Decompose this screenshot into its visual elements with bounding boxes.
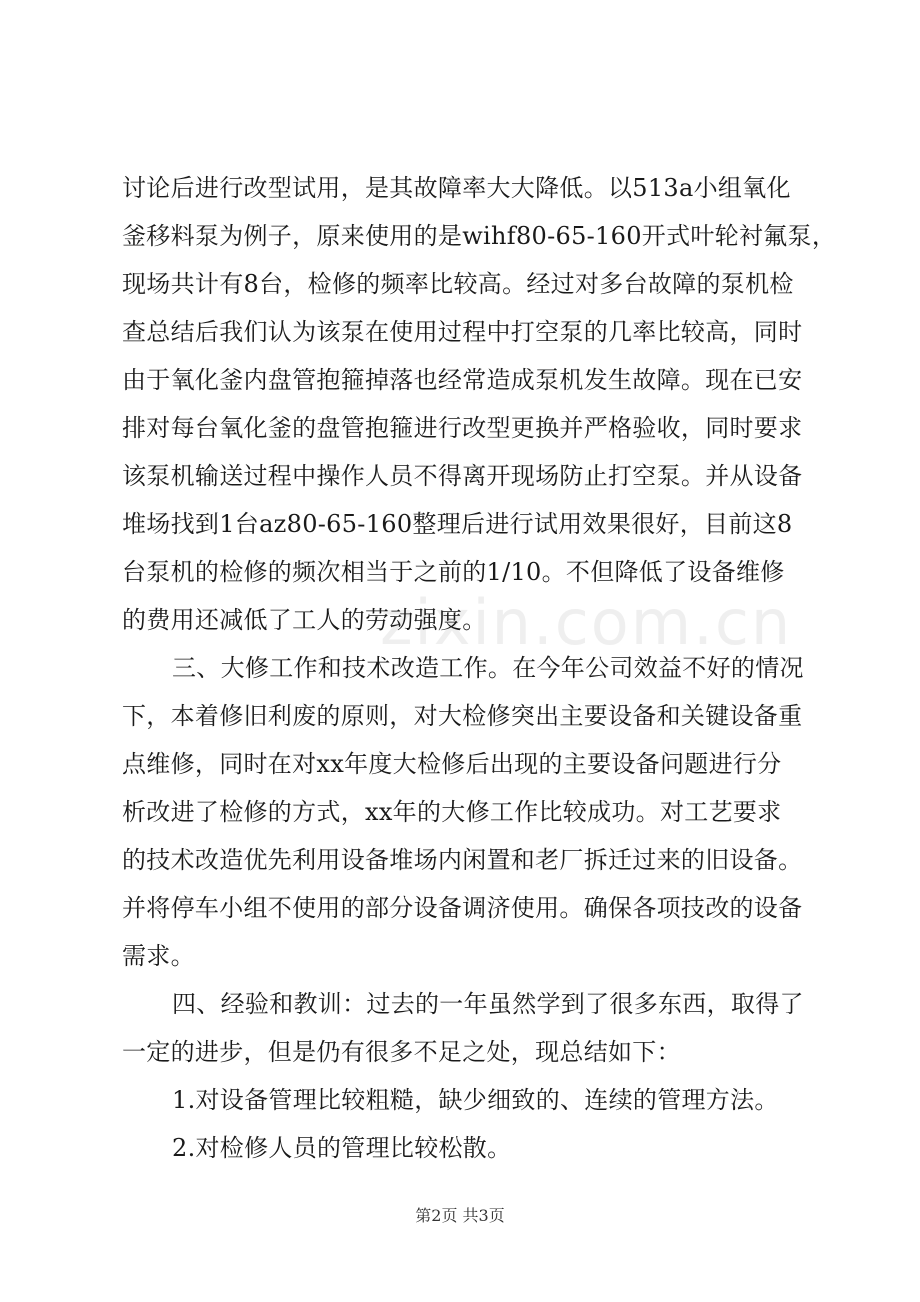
text-line: 排对每台氧化釜的盘管抱箍进行改型更换并严格验收，同时要求 [122,414,803,442]
watermark: zixin.com.cn [380,586,793,659]
section-heading-line: 三、大修工作和技术改造工作。在今年公司效益不好的情况 [172,654,804,682]
text-line: 堆场找到1台az80-65-160整理后进行试用效果很好，目前这8 [122,510,793,538]
text-line: 需求。 [122,942,195,970]
text-line: 的技术改造优先利用设备堆场内闲置和老厂拆迁过来的旧设备。 [122,846,803,874]
text-line: 该泵机输送过程中操作人员不得离开现场防止打空泵。并从设备 [122,462,803,490]
text-line: 析改进了检修的方式，xx年的大修工作比较成功。对工艺要求 [122,798,782,826]
page-footer: 第2页 共3页 [415,1206,505,1225]
text-line: 现场共计有8台，检修的频率比较高。经过对多台故障的泵机检 [122,270,794,298]
text-line: 下，本着修旧利废的原则，对大检修突出主要设备和关键设备重 [122,702,803,730]
text-line: 并将停车小组不使用的部分设备调济使用。确保各项技改的设备 [122,894,803,922]
text-line: 一定的进步，但是仍有很多不足之处，现总结如下： [122,1038,681,1066]
text-line: 釜移料泵为例子，原来使用的是wihf80-65-160开式叶轮衬氟泵， [122,222,837,250]
text-line: 查总结后我们认为该泵在使用过程中打空泵的几率比较高，同时 [122,318,803,346]
list-item: 1.对设备管理比较粗糙，缺少细致的、连续的管理方法。 [172,1086,779,1114]
section-heading-line: 四、经验和教训：过去的一年虽然学到了很多东西，取得了 [172,990,804,1018]
text-line: 的费用还减低了工人的劳动强度。 [122,606,487,634]
text-line: 讨论后进行改型试用，是其故障率大大降低。以513a小组氧化 [122,174,791,202]
list-item: 2.对检修人员的管理比较松散。 [172,1134,512,1162]
text-line: 点维修，同时在对xx年度大检修后出现的主要设备问题进行分 [122,750,782,778]
text-line: 台泵机的检修的频次相当于之前的1/10。不但降低了设备维修 [122,558,785,586]
text-line: 由于氧化釜内盘管抱箍掉落也经常造成泵机发生故障。现在已安 [122,366,803,394]
